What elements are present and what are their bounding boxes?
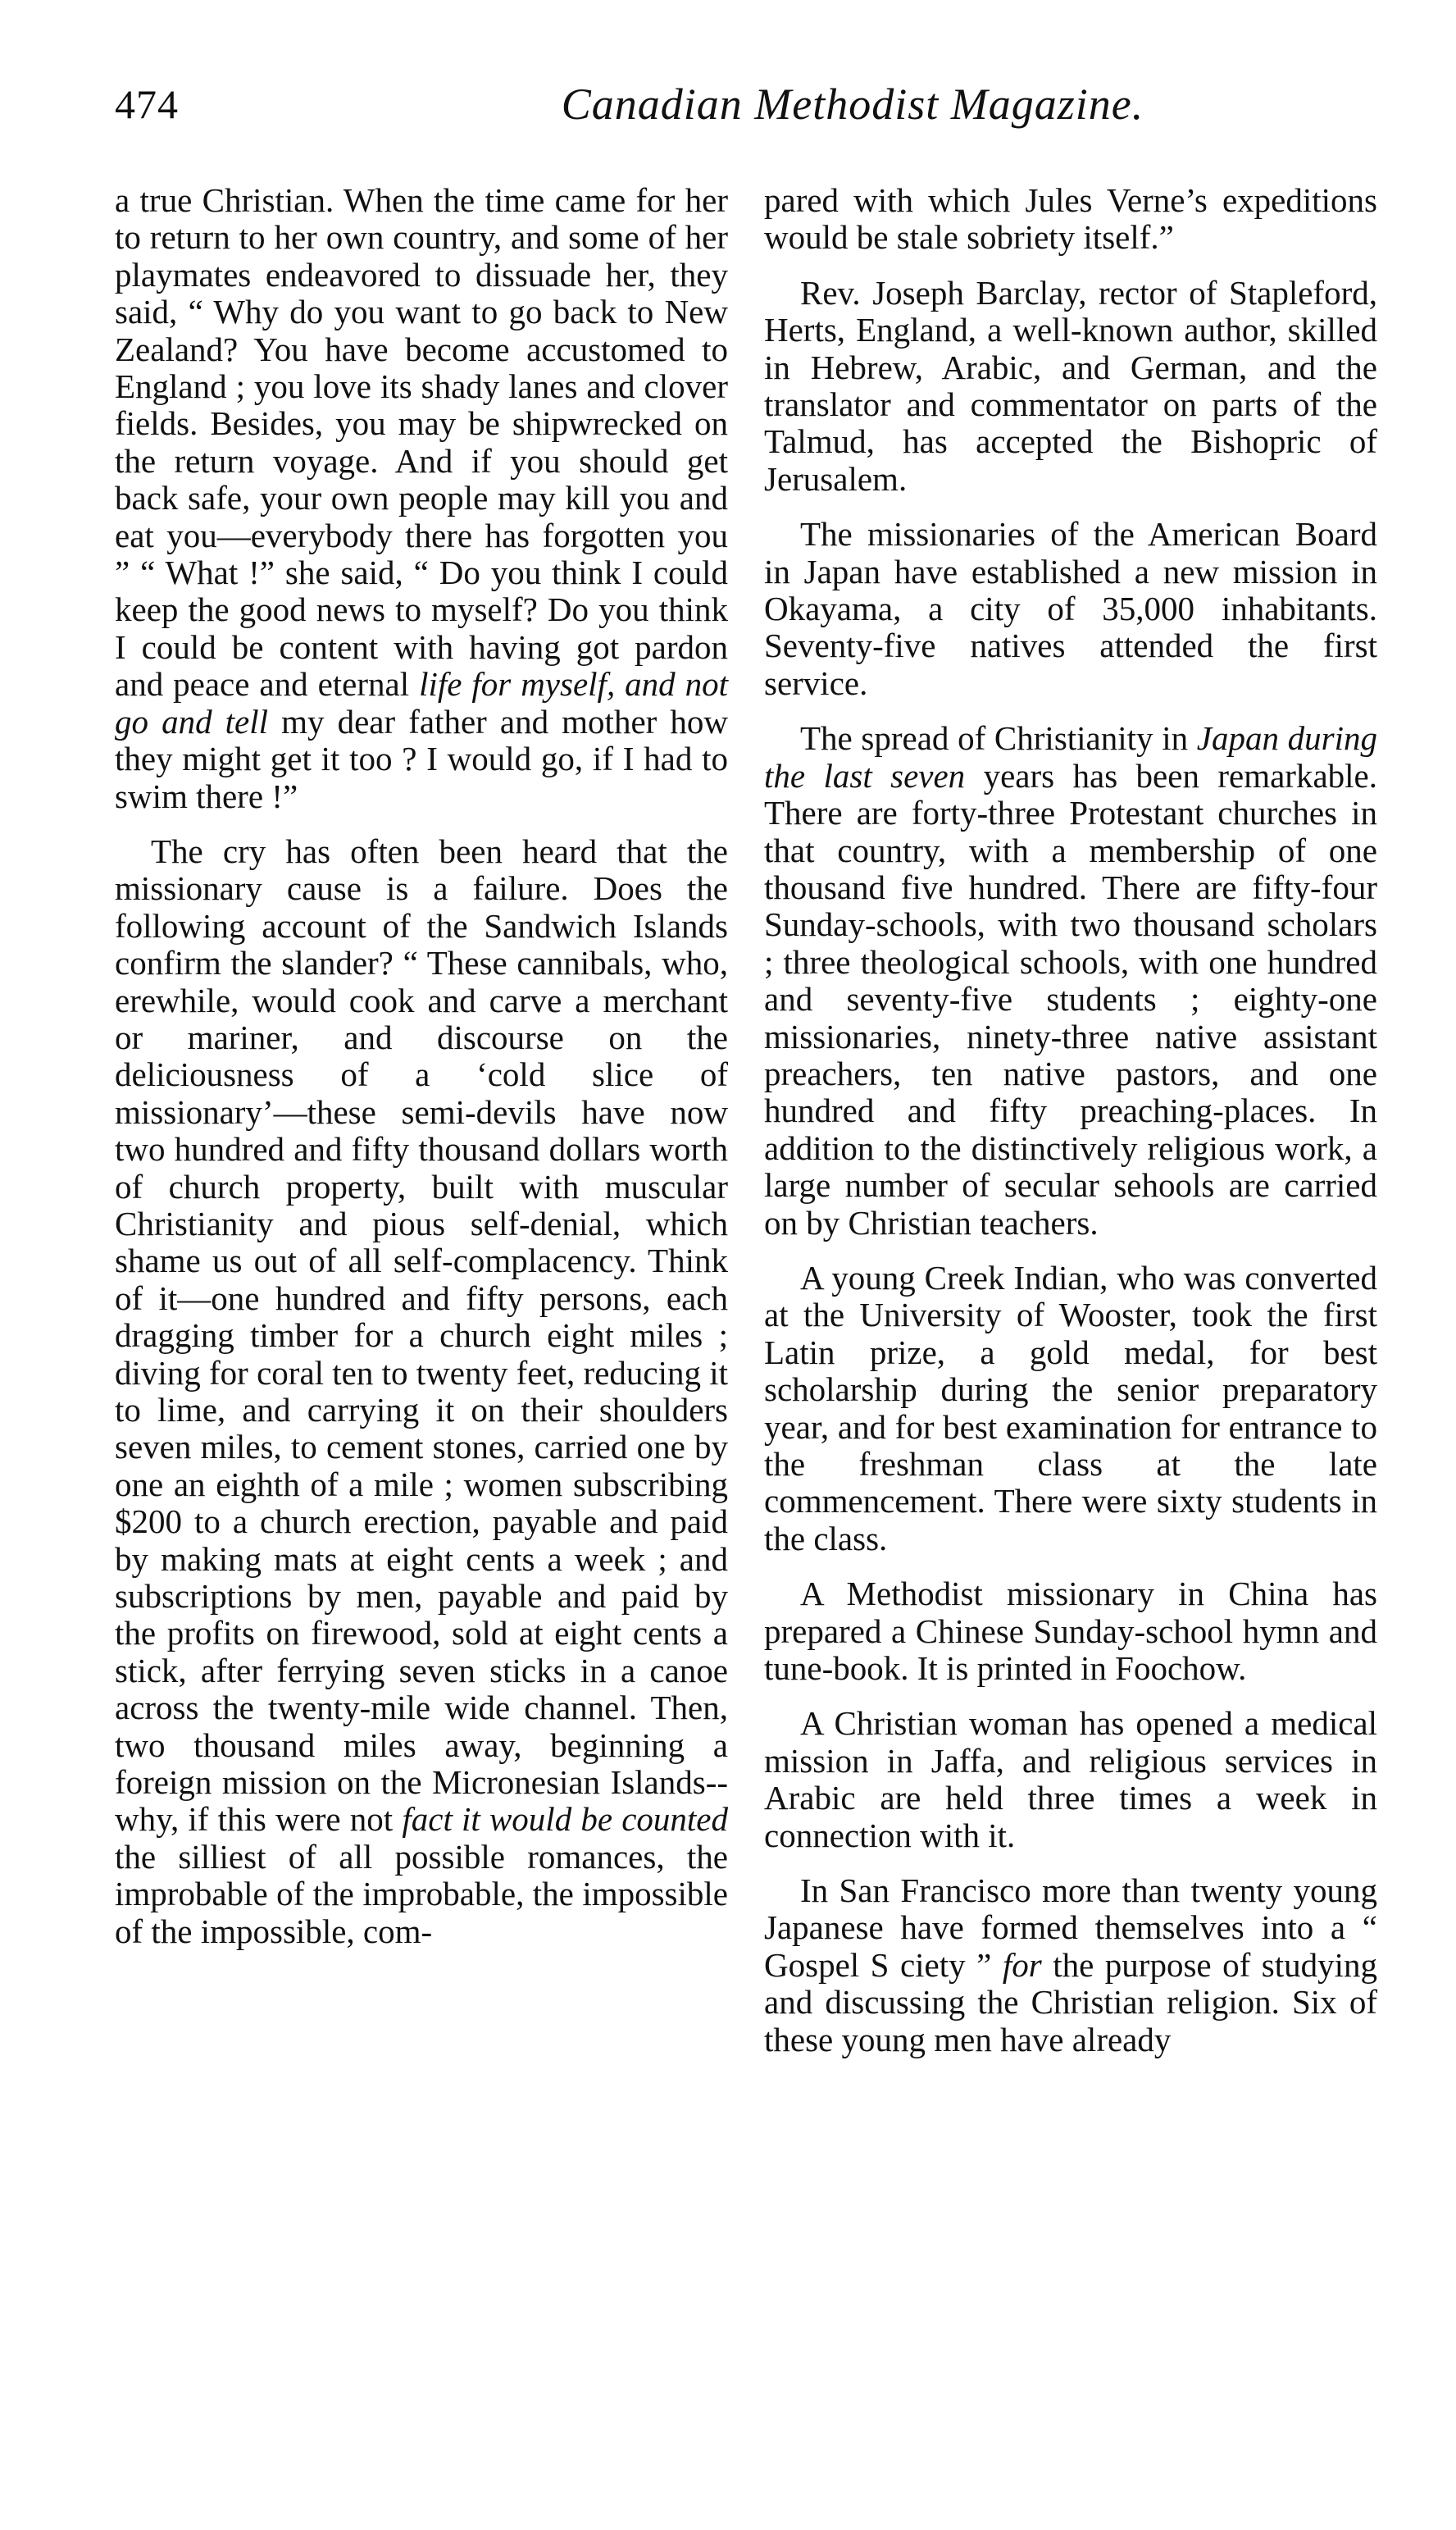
text-run: the purpose of studying and discussing the Christian religion. Six of these young men have already	[764, 1945, 1377, 2058]
running-title: Canadian Methodist Magazine.	[561, 80, 1144, 129]
text-run: years has been remarkable. There are forty-three Protestant churches in that country, with a membership of one thousand five hundred. There are fifty-four Sunday-schools, with two thousand scholars ; three theological schools, with one hundred and seventy-five students ; eighty-one missionaries, ninety-three native assistant preachers, ten native pastors, and one hundred and fifty preaching-places. In addition to the distinctively religious work, a large number of secular sehools are carried on by Christian teachers.	[764, 756, 1377, 1242]
italic-text-run: life for myself, and not go and tell	[115, 665, 728, 741]
text-run: my dear father and mother how they might get it too ? I would go, if I had to swim there !”	[115, 702, 728, 815]
paragraph-china-hymn-book: A Methodist missionary in China has prepared a Chinese Sunday-school hymn and tune-book. It is printed in Foochow.	[764, 1575, 1377, 1688]
right-column	[764, 182, 1377, 2058]
paragraph-maori-girl	[115, 182, 728, 815]
paragraph-creek-indian: A young Creek Indian, who was converted at the University of Wooster, took the first Latin prize, a gold medal, for best scholarship during the senior preparatory year, and for best examination for entrance to the freshman class at the late commencement. There were sixty students in the class.	[764, 1258, 1377, 1557]
paragraph-sandwich-islands	[115, 833, 728, 1950]
text-run: The spread of Christianity in	[800, 719, 1197, 758]
italic-text-run: fact it would be counted	[402, 1800, 729, 1839]
text-run: In San Francisco more than twenty young Japanese have formed themselves into a “ Gospel S ciety ”	[764, 1871, 1377, 1984]
paragraph-san-francisco	[764, 1872, 1377, 2058]
left-column	[115, 182, 728, 1950]
paragraph-japan-christianity	[764, 720, 1377, 1242]
paragraph-jules-verne: pared with which Jules Verne’s expeditions would be stale sobriety itself.”	[764, 181, 1377, 257]
paragraph-joseph-barclay: Rev. Joseph Barclay, rector of Stapleford, Herts, England, a well-known author, skilled in Hebrew, Arabic, and German, and the translator and commentator on parts of the Talmud, has accepted the Bishopric of Jerusalem.	[764, 273, 1377, 498]
text-run: a true Christian. When the time came for her to return to her own country, and some of her playmates endeavored to dissuade her, they said, “ Why do you want to go back to New Zealand? You have become accustomed to England ; you love its shady lanes and clover fields. Besides, you may be shipwrecked on the return voyage. And if you should get back safe, your own people may kill you and eat you—everybody there has forgotten you ” “ What !” she said, “ Do you think I could keep the good news to myself? Do you think I could be content with having got pardon and peace and eternal	[115, 181, 728, 704]
text-run: The cry has often been heard that the missionary cause is a failure. Does the following account of the Sandwich Islands confirm the slander? “ These cannibals, who, erewhile, would cook and carve a merchant or mariner, and discourse on the deliciousness of a ‘cold slice of missionary’—these semi-devils have now two hundred and fifty thousand dollars worth of church property, built with muscular Christianity and pious self-denial, which shame us out of all self-complacency. Think of it—one hundred and fifty persons, each dragging timber for a church eight miles ; diving for coral ten to twenty feet, reducing it to lime, and carrying it on their shoulders seven miles, to cement stones, carried one by one an eighth of a mile ; women subscribing $200 to a church erection, payable and paid by making mats at eight cents a week ; and subscriptions by men, payable and paid by the profits on firewood, sold at eight cents a stick, after ferrying seven sticks in a canoe across the twenty-mile wide channel. Then, two thousand miles away, beginning a foreign mission on the Micronesian Islands--why, if this were not	[115, 832, 729, 1839]
italic-text-run: for	[1002, 1945, 1042, 1984]
text-run: the silliest of all possible romances, the improbable of the improbable, the impossible of the impossible, com-	[115, 1837, 728, 1950]
paragraph-okayama-mission: The missionaries of the American Board in Japan have established a new mission in Okayama, a city of 35,000 inhabitants. Seventy-five natives attended the first service.	[764, 515, 1377, 702]
paragraph-jaffa-mission: A Christian woman has opened a medical mission in Jaffa, and religious services in Arabic are held three times a week in connection with it.	[764, 1704, 1377, 1854]
italic-text-run: Japan during the last seven	[764, 719, 1378, 795]
page-header	[115, 72, 1377, 146]
page-number: 474	[115, 81, 179, 127]
